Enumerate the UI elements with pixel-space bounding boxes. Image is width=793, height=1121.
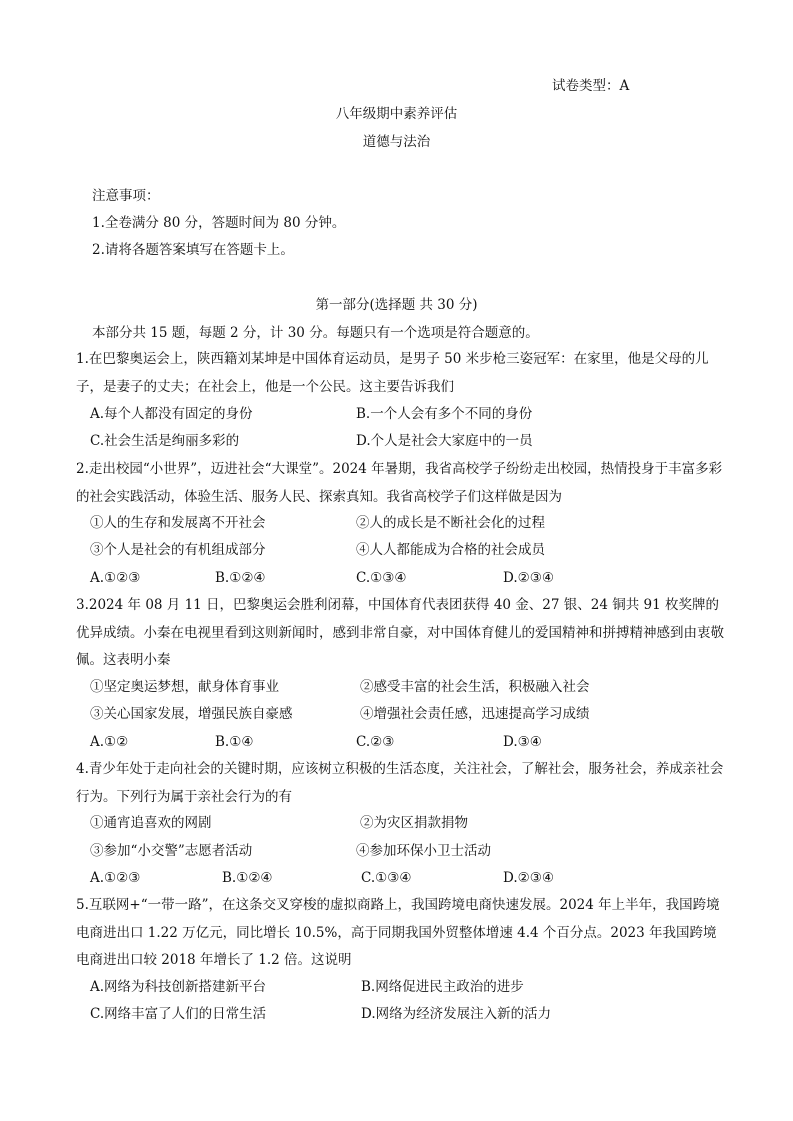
q3-statement-3: ③关心国家发展，增强民族自豪感 <box>90 706 293 722</box>
q5-option-b: B.网络促进民主政治的进步 <box>361 979 524 995</box>
q1-option-a: A.每个人都没有固定的身份 <box>90 406 253 422</box>
q3-option-b: B.①④ <box>215 734 254 750</box>
section-title: 第一部分(选择题 共 30 分) <box>315 297 478 313</box>
q4-statement-4: ④参加环保小卫士活动 <box>356 843 491 859</box>
note-item-2: 2.请将各题答案填写在答题卡上。 <box>92 242 294 258</box>
q2-option-c: C.①③④ <box>356 570 407 586</box>
q3-statement-4: ④增强社会责任感，迅速提高学习成绩 <box>360 706 590 722</box>
q3-option-c: C.②③ <box>356 734 395 750</box>
question-2-stem: 2.走出校园“小世界”，迈进社会“大课堂”。2024 年暑期，我省高校学子纷纷走出校园，热情投身于丰富多彩的社会实践活动，体验生活、服务人民、探索真知。我省高校学子们这样做是因为 <box>76 461 723 505</box>
q2-option-b: B.①②④ <box>215 570 266 586</box>
q3-statement-2: ②感受丰富的社会生活，积极融入社会 <box>360 679 590 695</box>
q3-option-a: A.①② <box>90 734 129 750</box>
section-instruction: 本部分共 15 题，每题 2 分，计 30 分。每题只有一个选项是符合题意的。 <box>92 325 539 341</box>
q2-option-d: D.②③④ <box>503 570 554 586</box>
q2-option-a: A.①②③ <box>90 570 141 586</box>
q4-statement-2: ②为灾区捐款捐物 <box>360 815 468 831</box>
q4-option-a: A.①②③ <box>90 870 141 886</box>
q2-statement-1: ①人的生存和发展离不开社会 <box>90 515 266 531</box>
q2-statement-4: ④人人都能成为合格的社会成员 <box>356 542 545 558</box>
exam-title: 八年级期中素养评估 <box>335 106 458 122</box>
q1-option-d: D.个人是社会大家庭中的一员 <box>356 433 533 449</box>
q4-statement-1: ①通宵追喜欢的网剧 <box>90 815 212 831</box>
question-4-stem: 4.青少年处于走向社会的关键时期，应该树立积极的生活态度，关注社会，了解社会，服务社会，养成亲社会行为。下列行为属于亲社会行为的有 <box>76 761 724 805</box>
note-item-1: 1.全卷满分 80 分，答题时间为 80 分钟。 <box>92 215 346 231</box>
q4-option-c: C.①③④ <box>361 870 412 886</box>
q2-statement-2: ②人的成长是不断社会化的过程 <box>356 515 545 531</box>
notes-heading: 注意事项： <box>92 188 160 204</box>
q4-option-d: D.②③④ <box>503 870 554 886</box>
question-5-stem: 5.互联网+“一带一路”，在这条交叉穿梭的虚拟商路上，我国跨境电商快速发展。2024 年上半年，我国跨境电商进出口 1.22 万亿元，同比增长 10.5%，高于同期我国外贸整体增速 4.4 个百分点。2023 年我国跨境电商进出口较 2018 年增长了 1.2 倍。这说明 <box>76 897 720 968</box>
q1-option-b: B.一个人会有多个不同的身份 <box>356 406 533 422</box>
question-3-stem: 3.2024 年 08 月 11 日，巴黎奥运会胜利闭幕，中国体育代表团获得 40 金、27 银、24 铜共 91 枚奖牌的优异成绩。小秦在电视里看到这则新闻时，感到非常自豪，对中国体育健儿的爱国精神和拼搏精神感到由衷敬佩。这表明小秦 <box>76 597 724 668</box>
subject-title: 道德与法治 <box>362 134 431 150</box>
q1-option-c: C.社会生活是绚丽多彩的 <box>90 433 240 449</box>
question-1-stem: 1.在巴黎奥运会上，陕西籍刘某坤是中国体育运动员，是男子 50 米步枪三姿冠军：在家里，他是父母的儿子，是妻子的丈夫；在社会上，他是一个公民。这主要告诉我们 <box>76 351 709 395</box>
q4-statement-3: ③参加“小交警”志愿者活动 <box>90 843 253 859</box>
q3-option-d: D.③④ <box>503 734 542 750</box>
q3-statement-1: ①坚定奥运梦想，献身体育事业 <box>90 679 279 695</box>
q5-option-a: A.网络为科技创新搭建新平台 <box>90 979 267 995</box>
q4-option-b: B.①②④ <box>222 870 273 886</box>
q5-option-d: D.网络为经济发展注入新的活力 <box>361 1006 552 1022</box>
q5-option-c: C.网络丰富了人们的日常生活 <box>90 1006 267 1022</box>
paper-type-label: 试卷类型：A <box>552 78 630 94</box>
q2-statement-3: ③个人是社会的有机组成部分 <box>90 542 266 558</box>
